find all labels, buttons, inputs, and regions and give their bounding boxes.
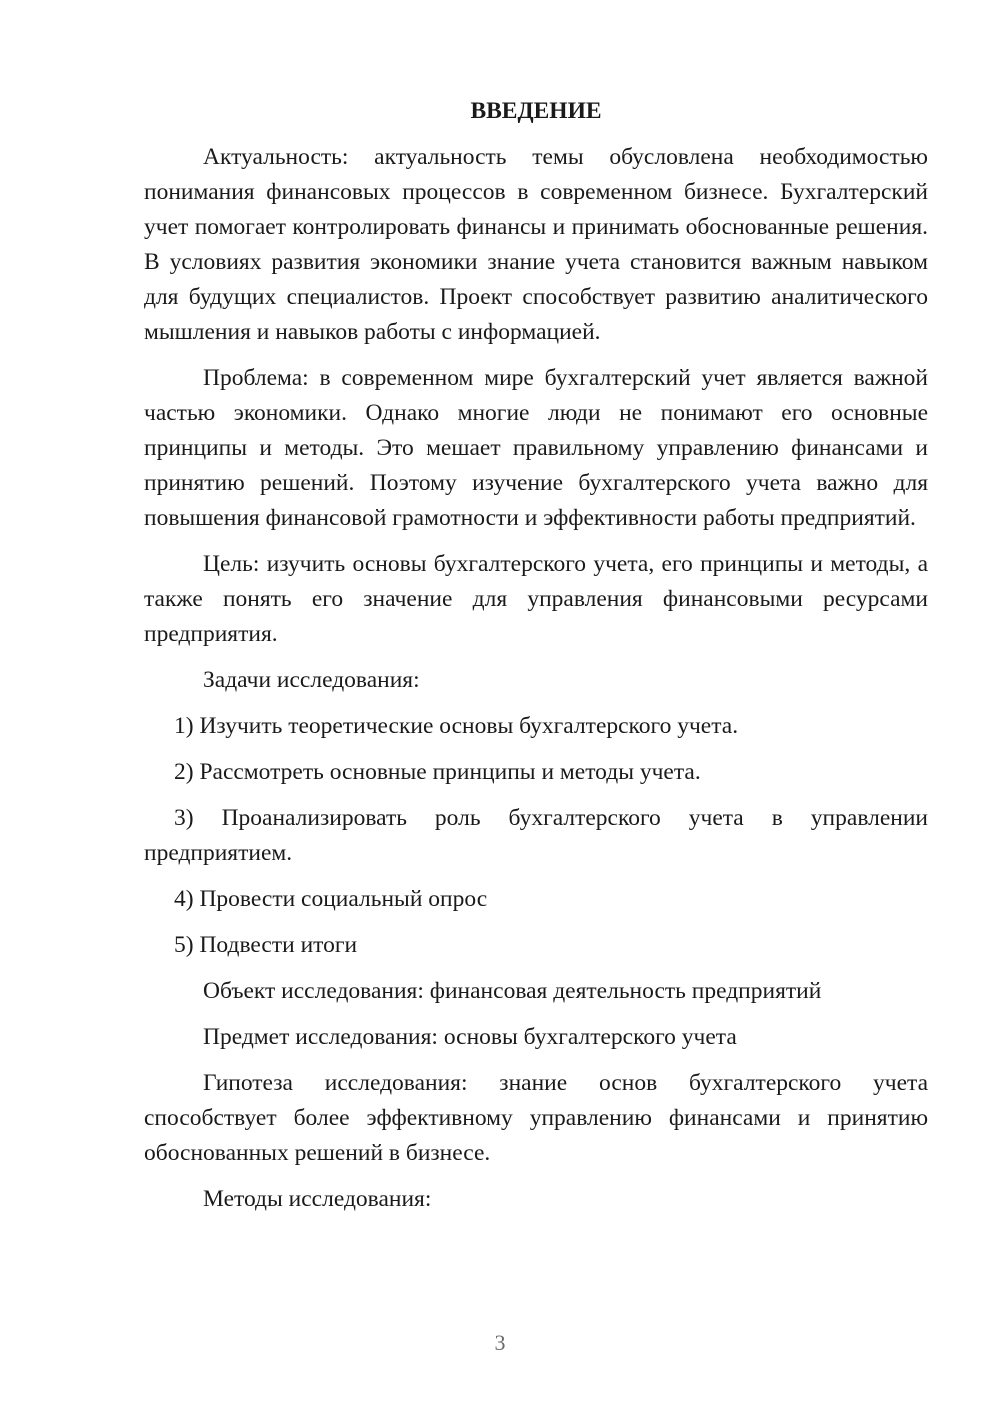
task-item: 3) Проанализировать роль бухгалтерского учета в управлении предприятием. bbox=[144, 805, 928, 866]
goal-paragraph: Цель: изучить основы бухгалтерского учета, его принципы и методы, а также понять его значение для управления финансовыми ресурсами предприятия. bbox=[144, 551, 928, 647]
task-item: 1) Изучить теоретические основы бухгалтерского учета. bbox=[174, 713, 739, 739]
problem-paragraph: Проблема: в современном мире бухгалтерский учет является важной частью экономики. Однако многие люди не понимают его основные принципы и методы. Это мешает правильному управлению финансами и принятию решений. Поэтому изучение бухгалтерского учета важно для повышения финансовой грамотности и эффективности работы предприятий. bbox=[144, 365, 928, 531]
tasks-heading: Задачи исследования: bbox=[203, 667, 420, 693]
task-item: 2) Рассмотреть основные принципы и методы учета. bbox=[174, 759, 701, 785]
methods-heading: Методы исследования: bbox=[203, 1186, 432, 1212]
page-content bbox=[144, 94, 928, 1228]
relevance-paragraph: Актуальность: актуальность темы обусловлена необходимостью понимания финансовых процессов в современном бизнесе. Бухгалтерский учет помогает контролировать финансы и принимать обоснованные решения. В условиях развития экономики знание учета становится важным навыком для будущих специалистов. Проект способствует развитию аналитического мышления и навыков работы с информацией. bbox=[144, 144, 928, 345]
object-paragraph: Объект исследования: финансовая деятельность предприятий bbox=[203, 978, 822, 1004]
subject-paragraph: Предмет исследования: основы бухгалтерского учета bbox=[203, 1024, 737, 1050]
tasks-list bbox=[144, 709, 928, 963]
section-title: ВВЕДЕНИЕ bbox=[470, 98, 602, 124]
task-item: 5) Подвести итоги bbox=[174, 932, 358, 958]
hypothesis-paragraph: Гипотеза исследования: знание основ бухгалтерского учета способствует более эффективному управлению финансами и принятию обоснованных решений в бизнесе. bbox=[144, 1070, 928, 1166]
page-number: 3 bbox=[494, 1330, 506, 1355]
task-item: 4) Провести социальный опрос bbox=[174, 886, 488, 912]
